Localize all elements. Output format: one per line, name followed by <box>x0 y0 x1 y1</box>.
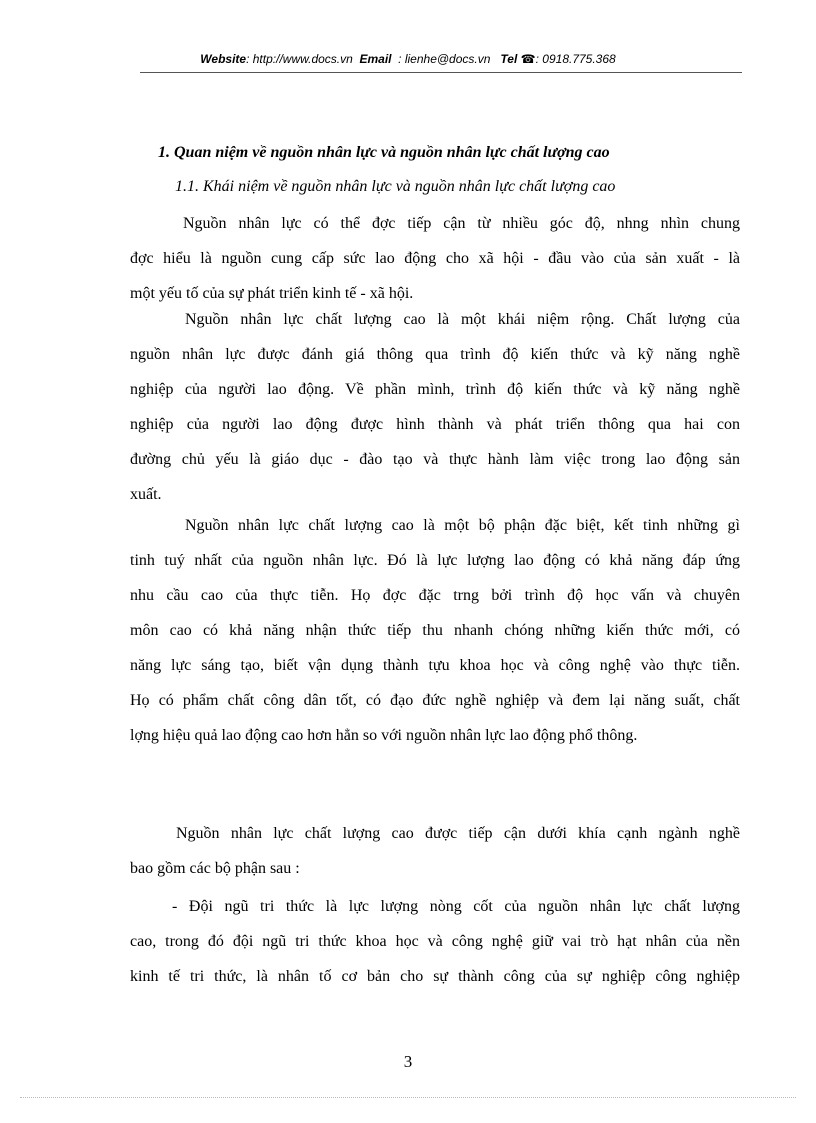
page-header <box>0 52 816 66</box>
paragraph-line: một yếu tố của sự phát triển kinh tế - xã hội. <box>130 285 414 302</box>
tel-value: : 0918.775.368 <box>535 52 616 66</box>
paragraph-line: nghiệp của người lao động được hình thành và phát triển thông qua hai con <box>130 416 740 433</box>
tel-label: Tel <box>500 52 518 66</box>
email-label: Email <box>359 52 392 66</box>
website-label: Website <box>200 52 247 66</box>
paragraph-line: nghiệp của người lao động. Về phần mình, trình độ kiến thức và kỹ năng nghề <box>130 381 740 398</box>
paragraph-line: nguồn nhân lực được đánh giá thông qua trình độ kiến thức và kỹ năng nghề <box>130 346 740 363</box>
header-divider <box>140 72 742 73</box>
paragraph-line: cao, trong đó đội ngũ tri thức khoa học và công nghệ giữ vai trò hạt nhân của nền <box>130 933 740 950</box>
paragraph-line: đợc hiểu là nguồn cung cấp sức lao động cho xã hội - đầu vào của sản xuất - là <box>130 250 740 267</box>
paragraph-line: đường chủ yếu là giáo dục - đào tạo và thực hành làm việc trong lao động sản <box>130 451 740 468</box>
paragraph-line: - Đội ngũ tri thức là lực lượng nòng cốt của nguồn nhân lực chất lượng <box>172 898 740 915</box>
paragraph-line: năng lực sáng tạo, biết vận dụng thành tựu khoa học và công nghệ vào thực tiễn. <box>130 657 740 674</box>
paragraph-line: Nguồn nhân lực chất lượng cao là một bộ phận đặc biệt, kết tinh những gì <box>185 517 740 534</box>
website-value[interactable]: : http://www.docs.vn <box>246 52 353 66</box>
paragraph-line: nhu cầu cao của thực tiễn. Họ đợc đặc trng bởi trình độ học vấn và chuyên <box>130 587 740 604</box>
paragraph-line: kinh tế tri thức, là nhân tố cơ bản cho sự thành công của sự nghiệp công nghiệp <box>130 968 740 985</box>
paragraph-line: bao gồm các bộ phận sau : <box>130 860 300 877</box>
phone-icon: ☎ <box>520 52 536 66</box>
email-value[interactable]: : lienhe@docs.vn <box>398 52 491 66</box>
page-bottom-border <box>20 1097 796 1098</box>
paragraph-line: xuất. <box>130 486 162 503</box>
paragraph-line: Họ có phẩm chất công dân tốt, có đạo đức nghề nghiệp và đem lại năng suất, chất <box>130 692 740 709</box>
paragraph-5 <box>130 889 740 994</box>
paragraph-3 <box>130 508 740 753</box>
paragraph-4 <box>130 816 740 886</box>
paragraph-line: lợng hiệu quả lao động cao hơn hẳn so với nguồn nhân lực lao động phổ thông. <box>130 727 638 744</box>
subsection-heading: 1.1. Khái niệm về nguồn nhân lực và nguồn nhân lực chất lượng cao <box>175 178 616 195</box>
paragraph-line: Nguồn nhân lực chất lượng cao được tiếp cận dưới khía cạnh ngành nghề <box>176 825 740 842</box>
paragraph-1 <box>130 206 740 311</box>
paragraph-line: Nguồn nhân lực chất lượng cao là một khái niệm rộng. Chất lượng của <box>185 311 740 328</box>
paragraph-line: tinh tuý nhất của nguồn nhân lực. Đó là lực lượng lao động có khả năng đáp ứng <box>130 552 740 569</box>
paragraph-line: Nguồn nhân lực có thể đợc tiếp cận từ nhiều góc độ, nhng nhìn chung <box>183 215 740 232</box>
paragraph-line: môn cao có khả năng nhận thức tiếp thu nhanh chóng những kiến thức mới, có <box>130 622 740 639</box>
page-number: 3 <box>403 1052 413 1071</box>
paragraph-2 <box>130 302 740 512</box>
section-heading: 1. Quan niệm về nguồn nhân lực và nguồn nhân lực chất lượng cao <box>158 144 610 161</box>
